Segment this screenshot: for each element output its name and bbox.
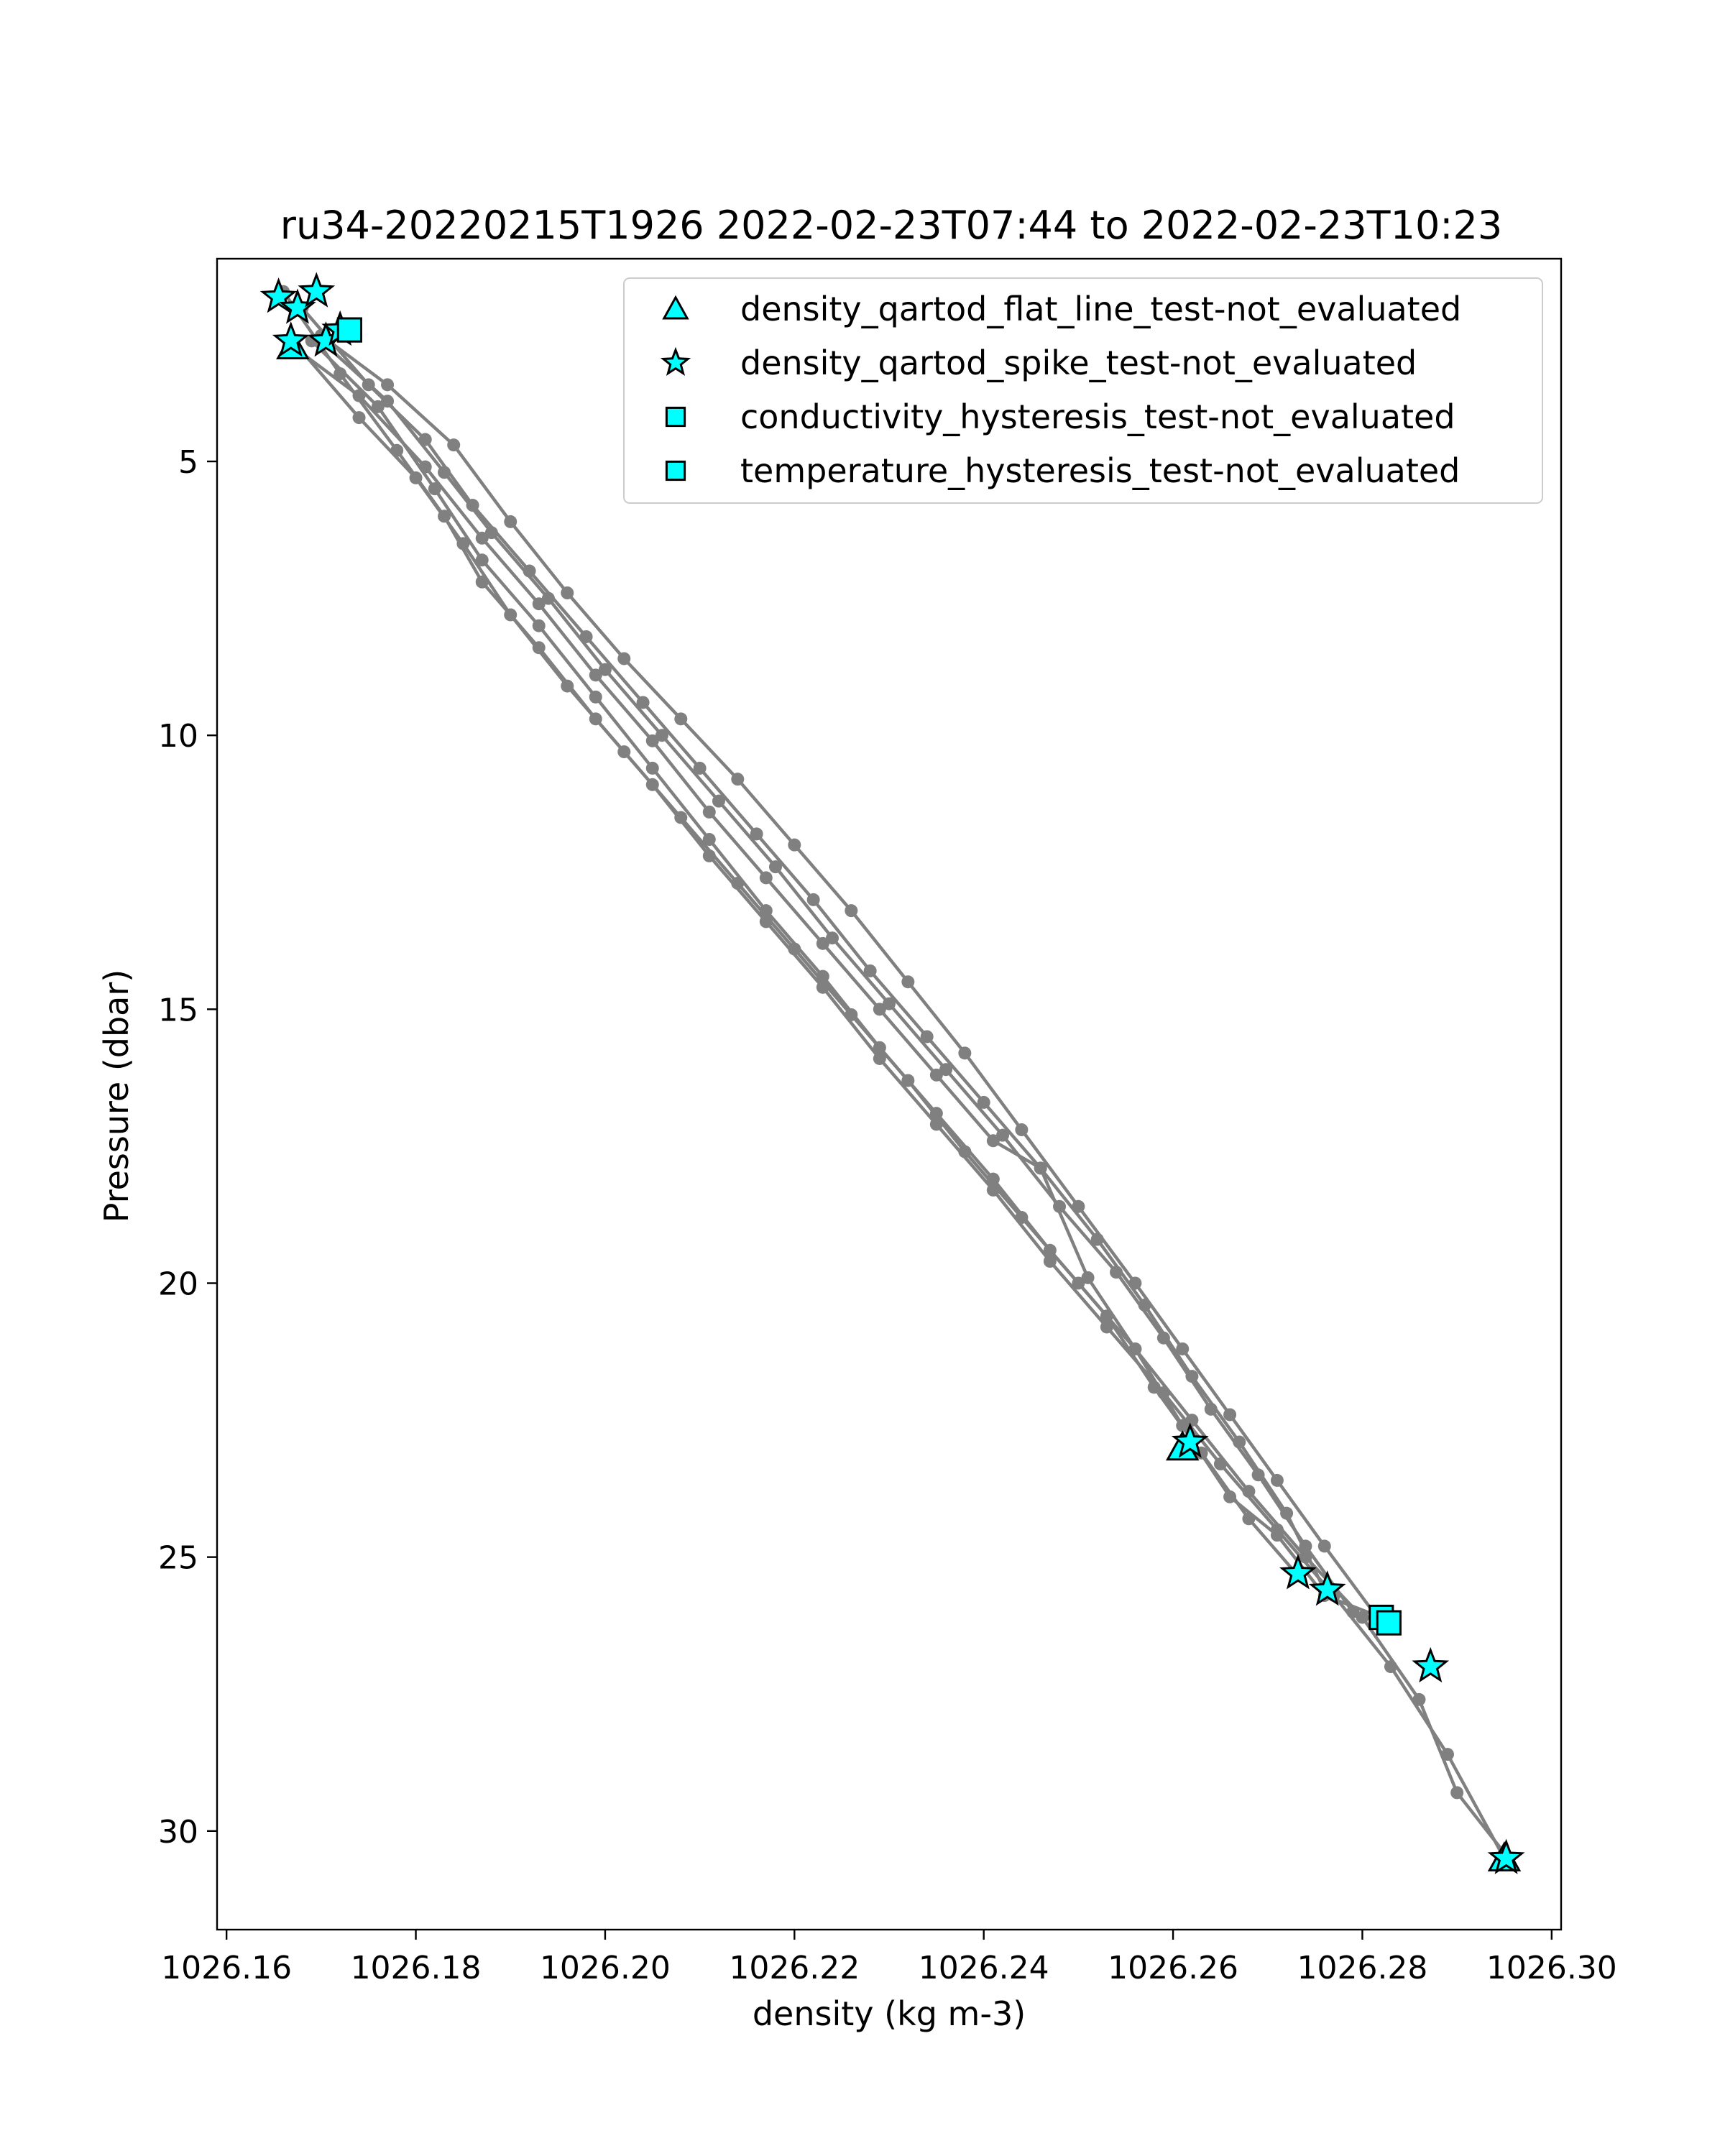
- profile-point: [1128, 1342, 1141, 1355]
- profile-point: [504, 515, 517, 528]
- profile-point: [646, 762, 659, 775]
- marker-star-2: [1414, 1650, 1446, 1680]
- profile-point: [873, 1041, 886, 1054]
- profile-point: [476, 532, 489, 545]
- legend-label: temperature_hysteresis_test-not_evaluated: [740, 451, 1460, 490]
- y-tick-label: 25: [158, 1539, 198, 1577]
- profile-line-6: [321, 336, 1381, 1623]
- profile-point: [807, 893, 820, 906]
- profile-point: [674, 712, 687, 725]
- marker-square-4: [1377, 1611, 1400, 1634]
- y-axis-ticks: [158, 444, 217, 1851]
- profile-point: [1034, 1161, 1047, 1174]
- legend-marker-square: [666, 407, 684, 425]
- legend-marker-square: [666, 461, 684, 479]
- x-axis-label: density (kg m-3): [752, 1994, 1026, 2033]
- profile-point: [978, 1096, 990, 1109]
- profile-point: [901, 975, 914, 988]
- profile-point: [1082, 1271, 1095, 1284]
- x-axis-ticks: [161, 1930, 1617, 1986]
- profile-point: [750, 827, 763, 840]
- profile-point: [1223, 1408, 1236, 1421]
- profile-point: [694, 762, 707, 775]
- x-tick-label: 1026.22: [729, 1950, 860, 1986]
- profile-point: [788, 839, 801, 852]
- x-tick-label: 1026.16: [161, 1950, 293, 1986]
- y-tick-label: 5: [178, 444, 198, 482]
- profile-point: [1280, 1507, 1293, 1520]
- profile-point: [816, 970, 829, 983]
- profile-point: [1015, 1123, 1028, 1136]
- profile-point: [533, 619, 546, 632]
- x-tick-label: 1026.30: [1486, 1950, 1617, 1986]
- y-tick-label: 20: [158, 1266, 198, 1303]
- profile-point: [1072, 1200, 1085, 1213]
- profile-point: [353, 411, 366, 424]
- profile-point: [760, 871, 773, 884]
- profile-point: [1185, 1370, 1198, 1383]
- x-tick-label: 1026.20: [539, 1950, 671, 1986]
- profile-point: [1318, 1539, 1331, 1552]
- profile-point: [561, 680, 574, 693]
- profile-point: [1233, 1436, 1246, 1449]
- profile-point: [845, 904, 857, 917]
- x-tick-label: 1026.26: [1108, 1950, 1239, 1986]
- profile-point: [703, 806, 716, 819]
- profile-point: [466, 499, 479, 512]
- profile-point: [476, 553, 489, 566]
- profile-point: [873, 1003, 886, 1015]
- profile-point: [987, 1173, 1000, 1186]
- chart-title: ru34-20220215T1926 2022-02-23T07:44 to 2022-02-23T10:23: [280, 203, 1503, 248]
- profile-point: [1242, 1485, 1255, 1498]
- profile-point: [760, 904, 773, 917]
- profile-point: [410, 471, 423, 484]
- profile-point: [362, 378, 375, 391]
- profile-point: [419, 461, 432, 474]
- profile-point: [930, 1069, 943, 1082]
- profile-point: [987, 1134, 1000, 1147]
- profile-point: [589, 691, 602, 704]
- profile-point: [646, 734, 659, 747]
- profile-point: [617, 652, 630, 665]
- profile-line-1: [283, 292, 1504, 1858]
- profile-point: [353, 390, 366, 402]
- profile-point: [1044, 1244, 1057, 1257]
- legend-label: density_qartod_flat_line_test-not_evaluated: [740, 290, 1462, 328]
- x-tick-label: 1026.24: [918, 1950, 1049, 1986]
- profile-point: [1412, 1693, 1425, 1706]
- profile-point: [561, 586, 574, 599]
- profile-point: [1271, 1529, 1284, 1542]
- legend-label: conductivity_hysteresis_test-not_evaluated: [740, 397, 1455, 436]
- profile-point: [1271, 1474, 1284, 1487]
- y-tick-label: 30: [158, 1813, 198, 1851]
- profile-point: [864, 964, 877, 977]
- profile-point: [1223, 1491, 1236, 1503]
- profile-point: [617, 745, 630, 758]
- marker-star-2: [300, 275, 332, 305]
- profile-point: [930, 1107, 943, 1120]
- profile-point: [816, 937, 829, 950]
- profile-point: [533, 597, 546, 610]
- profile-point: [381, 378, 394, 391]
- profile-point: [1176, 1419, 1189, 1432]
- profile-point: [674, 811, 687, 824]
- y-axis-label: Pressure (dbar): [97, 969, 136, 1223]
- profile-point: [1176, 1342, 1189, 1355]
- profile-point: [419, 433, 432, 446]
- profile-point: [731, 773, 744, 786]
- profile-point: [703, 833, 716, 846]
- profile-point: [921, 1030, 934, 1043]
- profile-point: [523, 565, 536, 578]
- marker-square-3: [338, 318, 361, 341]
- x-tick-label: 1026.28: [1297, 1950, 1428, 1986]
- profile-point: [1128, 1276, 1141, 1289]
- profile-point: [589, 668, 602, 681]
- y-tick-label: 15: [158, 992, 198, 1029]
- profile-point: [447, 438, 460, 451]
- legend: [624, 278, 1542, 503]
- profile-point: [637, 696, 650, 709]
- plot-frame: [217, 259, 1561, 1930]
- y-tick-label: 10: [158, 718, 198, 755]
- profile-point: [504, 608, 517, 621]
- legend-label: density_qartod_spike_test-not_evaluated: [740, 344, 1417, 382]
- profile-point: [1450, 1786, 1463, 1799]
- profiles-layer: [277, 285, 1511, 1865]
- profile-point: [580, 630, 593, 643]
- profile-point: [958, 1046, 971, 1059]
- x-tick-label: 1026.18: [350, 1950, 482, 1986]
